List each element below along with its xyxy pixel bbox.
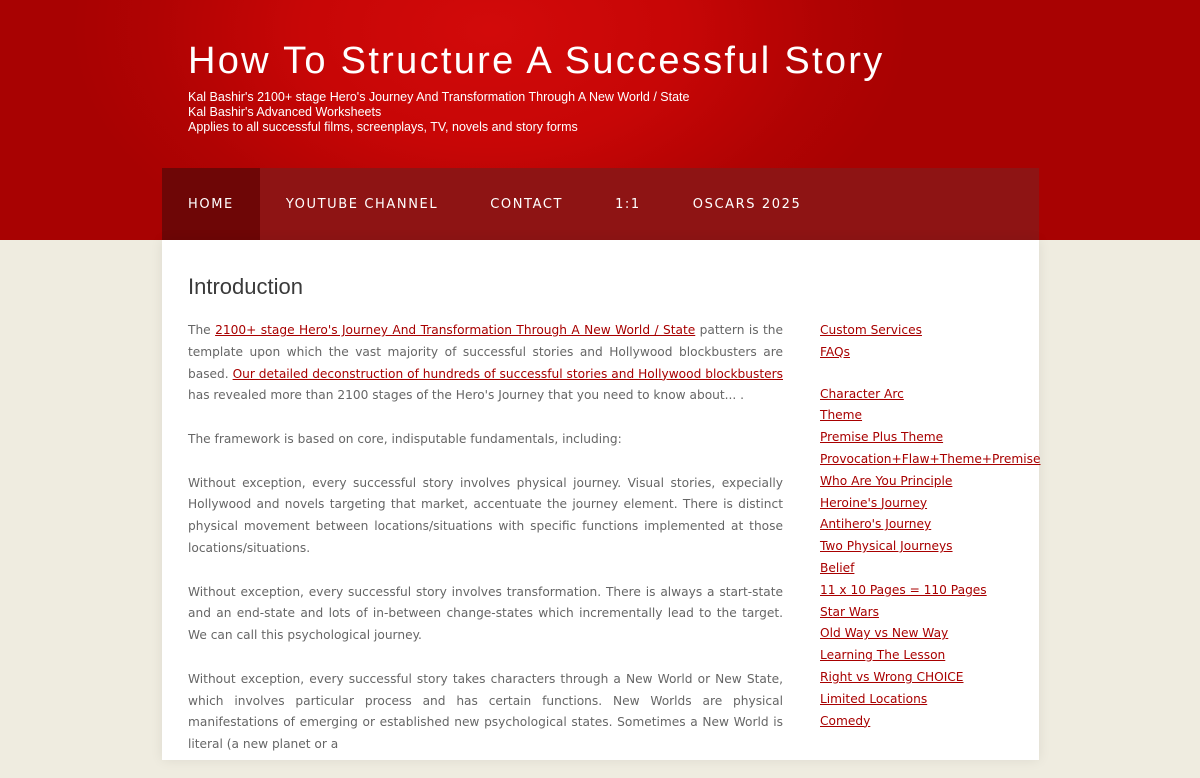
heros-journey-link[interactable]: 2100+ stage Hero's Journey And Transformation Through A New World / State <box>215 323 696 337</box>
nav-item-oscars-2025[interactable]: OSCARS 2025 <box>692 196 802 212</box>
sidebar-link-comedy[interactable]: Comedy <box>820 713 871 728</box>
site-tagline <box>188 90 689 135</box>
tagline-line: Kal Bashir's 2100+ stage Hero's Journey And Transformation Through A New World / State <box>188 90 690 104</box>
sidebar-spacer <box>820 364 1030 384</box>
tagline-line: Applies to all successful films, screenplays, TV, novels and story forms <box>188 120 578 134</box>
sidebar-link-belief[interactable]: Belief <box>820 560 855 575</box>
sidebar-link-custom-services[interactable]: Custom Services <box>820 323 922 337</box>
nav-item-home[interactable]: HOME <box>162 168 260 240</box>
paragraph-intro <box>188 320 783 407</box>
sidebar-link-two-physical-journeys[interactable]: Two Physical Journeys <box>820 539 953 554</box>
tagline-line: Kal Bashir's Advanced Worksheets <box>188 105 382 119</box>
paragraph-framework: The framework is based on core, indisputable fundamentals, including: <box>188 431 622 446</box>
nav-item-one-to-one[interactable]: 1:1 <box>615 196 641 212</box>
content-panel <box>162 240 1039 760</box>
sidebar-link-right-vs-wrong[interactable]: Right vs Wrong CHOICE <box>820 669 964 684</box>
deconstruction-link[interactable]: Our detailed deconstruction of hundreds of successful stories and Hollywood blockbusters <box>232 366 783 381</box>
sidebar-link-old-way-new-way[interactable]: Old Way vs New Way <box>820 626 949 641</box>
sidebar-link-faqs[interactable]: FAQs <box>820 344 850 359</box>
sidebar-link-star-wars[interactable]: Star Wars <box>820 604 879 619</box>
text-span: has revealed more than 2100 stages of the Hero's Journey that you need to know about... . <box>188 388 745 403</box>
sidebar-link-limited-locations[interactable]: Limited Locations <box>820 691 928 706</box>
text-span: The <box>188 323 216 337</box>
sidebar-link-antiheros-journey[interactable]: Antihero's Journey <box>820 517 932 532</box>
sidebar-link-provocation[interactable]: Provocation+Flaw+Theme+Premise <box>820 451 1041 466</box>
site-title[interactable]: How To Structure A Successful Story <box>188 40 885 82</box>
page-title: Introduction <box>188 274 303 299</box>
nav-item-contact[interactable]: CONTACT <box>490 196 564 212</box>
sidebar-link-premise-plus-theme[interactable]: Premise Plus Theme <box>820 430 944 445</box>
text-span: pattern is the template upon which the vast majority of successful stories and Hollywood blockbusters are based. <box>188 323 784 381</box>
sidebar-link-character-arc[interactable]: Character Arc <box>820 386 904 401</box>
sidebar-links <box>820 320 1041 732</box>
paragraph-physical-journey: Without exception, every successful story involves physical journey. Visual stories, expecially Hollywood and novels targeting that market, accentuate the journey element. There is distinct physical movement between locations/situations with specific functions implemented at those locations/situations. <box>188 475 783 555</box>
sidebar-link-theme[interactable]: Theme <box>820 408 863 423</box>
paragraph-transformation: Without exception, every successful story involves transformation. There is always a start-state and an end-state and lots of in-between change-states which incrementally lead to the target. We can call this psychological journey. <box>188 584 783 643</box>
article-body <box>188 320 783 778</box>
sidebar-link-who-are-you[interactable]: Who Are You Principle <box>820 473 953 488</box>
sidebar-link-learning-the-lesson[interactable]: Learning The Lesson <box>820 648 946 663</box>
main-nav <box>162 168 1039 240</box>
sidebar-link-110-pages[interactable]: 11 x 10 Pages = 110 Pages <box>820 582 987 597</box>
nav-item-youtube-channel[interactable]: YOUTUBE CHANNEL <box>285 196 439 212</box>
paragraph-new-world: Without exception, every successful story takes characters through a New World or New State, which involves particular process and has certain functions. New Worlds are physical manifestations of emerging or established new psychological states. Sometimes a New World is literal (a new planet or a <box>188 671 783 752</box>
sidebar-link-heroines-journey[interactable]: Heroine's Journey <box>820 495 928 510</box>
